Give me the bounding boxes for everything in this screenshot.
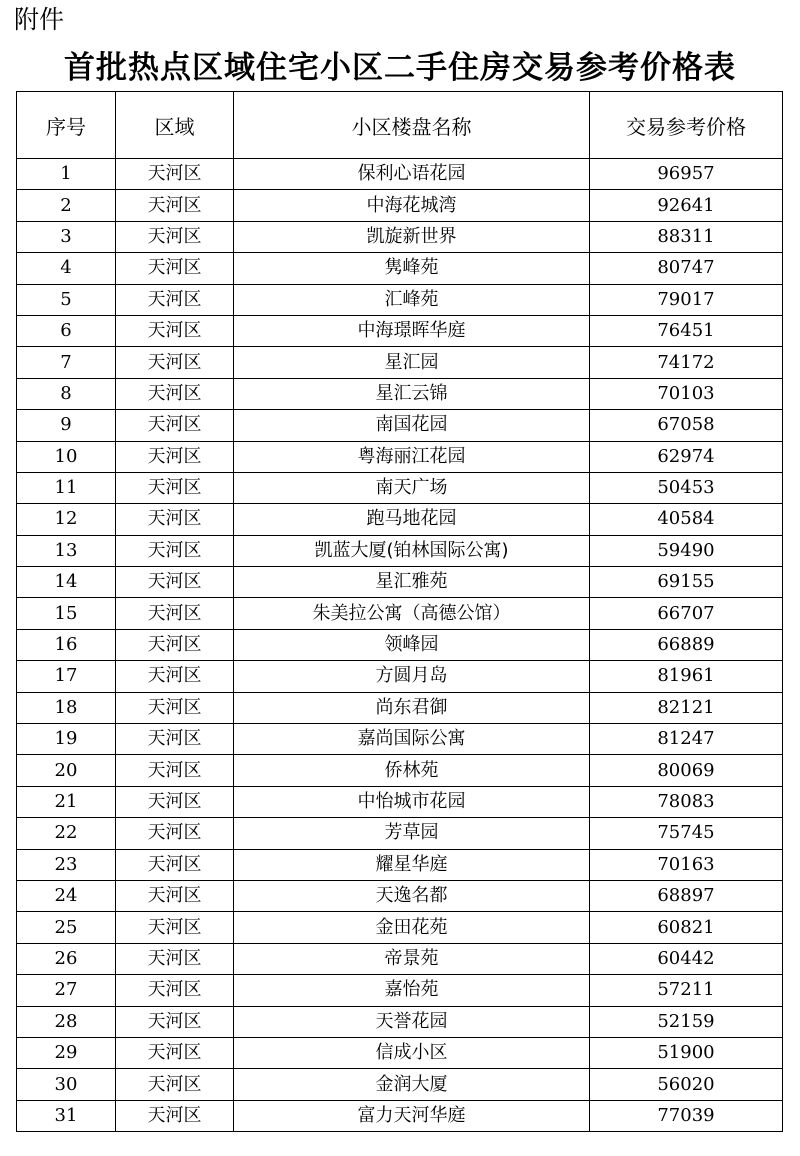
cell-index: 1 xyxy=(17,159,116,190)
cell-district: 天河区 xyxy=(116,661,234,692)
cell-estate: 芳草园 xyxy=(234,818,590,849)
cell-price: 40584 xyxy=(590,504,783,535)
cell-district: 天河区 xyxy=(116,818,234,849)
table-row xyxy=(17,253,783,284)
cell-estate: 汇峰苑 xyxy=(234,284,590,315)
table-row xyxy=(17,378,783,409)
table-row xyxy=(17,190,783,221)
table-row xyxy=(17,786,783,817)
cell-district: 天河区 xyxy=(116,159,234,190)
cell-estate: 星汇园 xyxy=(234,347,590,378)
cell-price: 60821 xyxy=(590,912,783,943)
table-row xyxy=(17,284,783,315)
cell-district: 天河区 xyxy=(116,567,234,598)
table-row xyxy=(17,1037,783,1068)
table-row xyxy=(17,661,783,692)
cell-estate: 跑马地花园 xyxy=(234,504,590,535)
cell-index: 18 xyxy=(17,692,116,723)
table-row xyxy=(17,1069,783,1100)
cell-price: 88311 xyxy=(590,221,783,252)
cell-estate: 信成小区 xyxy=(234,1037,590,1068)
cell-price: 80069 xyxy=(590,755,783,786)
cell-district: 天河区 xyxy=(116,912,234,943)
cell-district: 天河区 xyxy=(116,347,234,378)
cell-estate: 星汇雅苑 xyxy=(234,567,590,598)
cell-estate: 中海璟晖华庭 xyxy=(234,315,590,346)
cell-estate: 金田花苑 xyxy=(234,912,590,943)
cell-district: 天河区 xyxy=(116,598,234,629)
cell-estate: 嘉怡苑 xyxy=(234,975,590,1006)
table-row xyxy=(17,629,783,660)
cell-price: 82121 xyxy=(590,692,783,723)
table-row xyxy=(17,221,783,252)
cell-estate: 中海花城湾 xyxy=(234,190,590,221)
cell-district: 天河区 xyxy=(116,378,234,409)
cell-estate: 富力天河华庭 xyxy=(234,1100,590,1131)
cell-index: 16 xyxy=(17,629,116,660)
cell-district: 天河区 xyxy=(116,315,234,346)
table-row xyxy=(17,347,783,378)
cell-index: 2 xyxy=(17,190,116,221)
table-row xyxy=(17,943,783,974)
attachment-label: 附件 xyxy=(14,5,65,34)
cell-index: 9 xyxy=(17,410,116,441)
table-row xyxy=(17,598,783,629)
table-row xyxy=(17,880,783,911)
cell-estate: 南天广场 xyxy=(234,472,590,503)
cell-index: 26 xyxy=(17,943,116,974)
cell-district: 天河区 xyxy=(116,849,234,880)
cell-district: 天河区 xyxy=(116,190,234,221)
cell-index: 19 xyxy=(17,724,116,755)
header-price: 交易参考价格 xyxy=(590,92,783,159)
price-table xyxy=(16,91,783,1132)
table-header-row xyxy=(17,92,783,159)
header-district: 区域 xyxy=(116,92,234,159)
cell-index: 8 xyxy=(17,378,116,409)
cell-price: 67058 xyxy=(590,410,783,441)
cell-district: 天河区 xyxy=(116,1100,234,1131)
cell-estate: 方圆月岛 xyxy=(234,661,590,692)
cell-price: 51900 xyxy=(590,1037,783,1068)
cell-price: 76451 xyxy=(590,315,783,346)
cell-price: 50453 xyxy=(590,472,783,503)
cell-price: 92641 xyxy=(590,190,783,221)
table-row xyxy=(17,1100,783,1131)
cell-index: 5 xyxy=(17,284,116,315)
cell-district: 天河区 xyxy=(116,880,234,911)
table-row xyxy=(17,472,783,503)
cell-estate: 尚东君御 xyxy=(234,692,590,723)
cell-district: 天河区 xyxy=(116,535,234,566)
cell-index: 4 xyxy=(17,253,116,284)
cell-district: 天河区 xyxy=(116,284,234,315)
cell-estate: 粤海丽江花园 xyxy=(234,441,590,472)
cell-price: 79017 xyxy=(590,284,783,315)
cell-district: 天河区 xyxy=(116,504,234,535)
cell-price: 77039 xyxy=(590,1100,783,1131)
cell-index: 6 xyxy=(17,315,116,346)
cell-price: 75745 xyxy=(590,818,783,849)
cell-district: 天河区 xyxy=(116,629,234,660)
cell-index: 7 xyxy=(17,347,116,378)
cell-estate: 天誉花园 xyxy=(234,1006,590,1037)
cell-index: 23 xyxy=(17,849,116,880)
table-row xyxy=(17,1006,783,1037)
cell-price: 66889 xyxy=(590,629,783,660)
table-row xyxy=(17,159,783,190)
document-title: 首批热点区域住宅小区二手住房交易参考价格表 xyxy=(64,50,736,86)
cell-index: 10 xyxy=(17,441,116,472)
cell-estate: 天逸名都 xyxy=(234,880,590,911)
cell-estate: 领峰园 xyxy=(234,629,590,660)
table-row xyxy=(17,410,783,441)
cell-estate: 金润大厦 xyxy=(234,1069,590,1100)
cell-index: 22 xyxy=(17,818,116,849)
cell-price: 56020 xyxy=(590,1069,783,1100)
cell-district: 天河区 xyxy=(116,692,234,723)
cell-price: 78083 xyxy=(590,786,783,817)
cell-price: 59490 xyxy=(590,535,783,566)
table-body xyxy=(17,159,783,1132)
cell-district: 天河区 xyxy=(116,253,234,284)
cell-price: 74172 xyxy=(590,347,783,378)
table-row xyxy=(17,849,783,880)
table-row xyxy=(17,692,783,723)
table-row xyxy=(17,724,783,755)
cell-price: 52159 xyxy=(590,1006,783,1037)
cell-estate: 凯蓝大厦(铂林国际公寓) xyxy=(234,535,590,566)
cell-price: 69155 xyxy=(590,567,783,598)
cell-index: 11 xyxy=(17,472,116,503)
cell-estate: 朱美拉公寓（高德公馆） xyxy=(234,598,590,629)
table-row xyxy=(17,912,783,943)
cell-district: 天河区 xyxy=(116,943,234,974)
cell-district: 天河区 xyxy=(116,410,234,441)
table-row xyxy=(17,818,783,849)
table-row xyxy=(17,441,783,472)
cell-price: 57211 xyxy=(590,975,783,1006)
table-row xyxy=(17,504,783,535)
cell-district: 天河区 xyxy=(116,724,234,755)
cell-estate: 保利心语花园 xyxy=(234,159,590,190)
cell-index: 13 xyxy=(17,535,116,566)
cell-price: 80747 xyxy=(590,253,783,284)
cell-estate: 耀星华庭 xyxy=(234,849,590,880)
cell-price: 68897 xyxy=(590,880,783,911)
cell-index: 15 xyxy=(17,598,116,629)
cell-price: 81247 xyxy=(590,724,783,755)
table-row xyxy=(17,755,783,786)
cell-district: 天河区 xyxy=(116,1006,234,1037)
cell-estate: 侨林苑 xyxy=(234,755,590,786)
cell-estate: 隽峰苑 xyxy=(234,253,590,284)
cell-index: 3 xyxy=(17,221,116,252)
cell-index: 21 xyxy=(17,786,116,817)
cell-price: 96957 xyxy=(590,159,783,190)
cell-district: 天河区 xyxy=(116,221,234,252)
cell-index: 20 xyxy=(17,755,116,786)
cell-index: 29 xyxy=(17,1037,116,1068)
cell-estate: 中怡城市花园 xyxy=(234,786,590,817)
header-estate: 小区楼盘名称 xyxy=(234,92,590,159)
cell-district: 天河区 xyxy=(116,975,234,1006)
cell-index: 25 xyxy=(17,912,116,943)
cell-index: 30 xyxy=(17,1069,116,1100)
cell-district: 天河区 xyxy=(116,1069,234,1100)
cell-index: 12 xyxy=(17,504,116,535)
table-row xyxy=(17,535,783,566)
cell-index: 27 xyxy=(17,975,116,1006)
cell-district: 天河区 xyxy=(116,755,234,786)
cell-index: 24 xyxy=(17,880,116,911)
cell-estate: 帝景苑 xyxy=(234,943,590,974)
cell-estate: 星汇云锦 xyxy=(234,378,590,409)
cell-estate: 凯旋新世界 xyxy=(234,221,590,252)
table-row xyxy=(17,975,783,1006)
cell-price: 66707 xyxy=(590,598,783,629)
cell-index: 17 xyxy=(17,661,116,692)
cell-price: 81961 xyxy=(590,661,783,692)
cell-estate: 嘉尚国际公寓 xyxy=(234,724,590,755)
cell-price: 62974 xyxy=(590,441,783,472)
cell-price: 70103 xyxy=(590,378,783,409)
header-index: 序号 xyxy=(17,92,116,159)
cell-index: 14 xyxy=(17,567,116,598)
cell-estate: 南国花园 xyxy=(234,410,590,441)
cell-district: 天河区 xyxy=(116,441,234,472)
cell-price: 70163 xyxy=(590,849,783,880)
cell-price: 60442 xyxy=(590,943,783,974)
cell-index: 28 xyxy=(17,1006,116,1037)
cell-district: 天河区 xyxy=(116,786,234,817)
cell-district: 天河区 xyxy=(116,472,234,503)
cell-district: 天河区 xyxy=(116,1037,234,1068)
table-row xyxy=(17,567,783,598)
cell-index: 31 xyxy=(17,1100,116,1131)
table-row xyxy=(17,315,783,346)
